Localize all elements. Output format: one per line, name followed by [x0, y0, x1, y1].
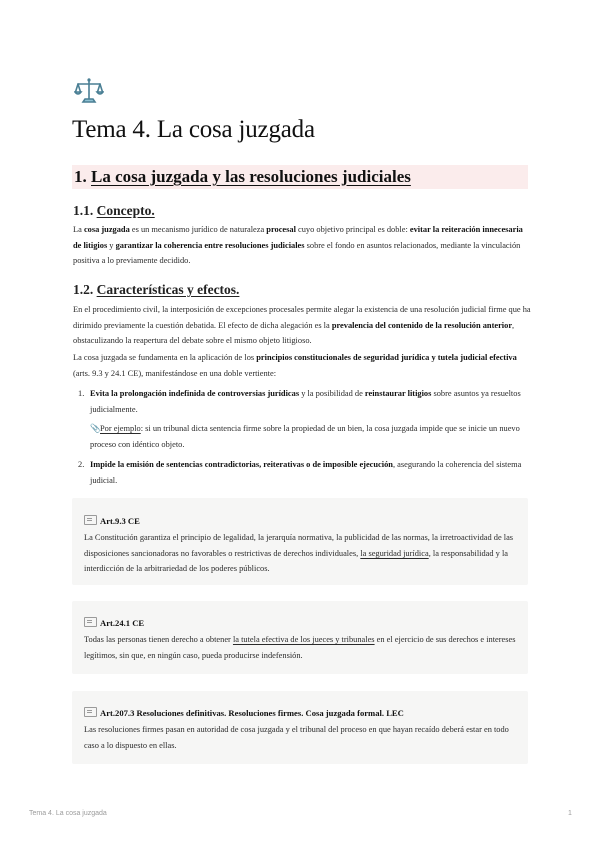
section-1-1-heading: 1.1. Concepto.	[73, 203, 155, 218]
callout-art-9-3	[72, 498, 528, 585]
page-title: Tema 4. La cosa juzgada	[72, 116, 315, 143]
effects-list	[73, 386, 528, 489]
list-item: 2. Impide la emisión de sentencias contradictorias, reiterativas o de imposible ejecución, asegurando la coherencia del sistema judicial.	[78, 460, 522, 485]
callout-text: La Constitución garantiza el principio de legalidad, la jerarquía normativa, la publicidad de las normas, la irretroactividad de las disposiciones sancionadoras no favorables o restrictivas de derechos individuales, la seguridad jurídica, la responsabilidad y la interdicción de la arbitrariedad de los poderes públicos.	[84, 533, 514, 574]
callout-title: Art.9.3 CE	[84, 515, 140, 526]
concept-paragraph: La cosa juzgada es un mecanismo jurídico de naturaleza procesal cuyo objetivo principal es doble: evitar la reiteración innecesaria de litigios y garantizar la coherencia entre resoluciones judiciales sobre el fondo en asuntos relacionados, mediante la vinculación positiva a lo previamente decidido.	[73, 225, 523, 266]
section-1-heading: 1. La cosa juzgada y las resoluciones judiciales	[74, 167, 411, 186]
scales-icon	[74, 76, 104, 106]
section-1-2-heading: 1.2. Características y efectos.	[73, 282, 240, 297]
characteristics-paragraph-1: En el procedimiento civil, la interposición de excepciones procesales permite alegar la existencia de una resolución judicial firme que ha dirimido previamente la cuestión debatida. El efecto de dicha alegación es la prevalencia del contenido de la resolución anterior, obstaculizando la reapertura del debate sobre el mismo objeto litigioso.	[73, 305, 531, 346]
callout-title: Art.24.1 CE	[84, 617, 144, 628]
document-icon	[84, 617, 97, 627]
footer-title: Tema 4. La cosa juzgada	[29, 810, 107, 817]
characteristics-paragraph-2: La cosa juzgada se fundamenta en la aplicación de los principios constitucionales de seguridad jurídica y tutela judicial efectiva (arts. 9.3 y 24.1 CE), manifestándose en una doble vertiente:	[73, 353, 517, 378]
callout-title: Art.207.3 Resoluciones definitivas. Resoluciones firmes. Cosa juzgada formal. LEC	[84, 707, 404, 718]
example-note: 📎Por ejemplo: si un tribunal dicta sentencia firme sobre la propiedad de un bien, la cosa juzgada impide que se inicie un nuevo proceso con idéntico objeto.	[90, 421, 528, 452]
page-number: 1	[568, 810, 572, 817]
document-icon	[84, 707, 97, 717]
callout-art-207-3	[72, 691, 528, 764]
callout-text: Las resoluciones firmes pasan en autoridad de cosa juzgada y el tribunal del proceso en que hayan recaído deberá estar en todo caso a lo dispuesto en ellas.	[84, 725, 509, 750]
list-item: 1. Evita la prolongación indefinida de controversias jurídicas y la posibilidad de reinstaurar litigios sobre asuntos ya resueltos judicialmente. 📎Por ejemplo: si un tribunal dicta sentencia firme sobre la propiedad de un bien, la cosa juzgada impide que se inicie un nuevo proceso con idéntico objeto.	[73, 386, 528, 452]
paperclip-icon: 📎	[90, 424, 101, 434]
document-icon	[84, 515, 97, 525]
callout-text: Todas las personas tienen derecho a obtener la tutela efectiva de los jueces y tribunales en el ejercicio de sus derechos e intereses legítimos, sin que, en ningún caso, pueda producirse indefensión.	[84, 635, 516, 660]
callout-art-24-1	[72, 601, 528, 674]
